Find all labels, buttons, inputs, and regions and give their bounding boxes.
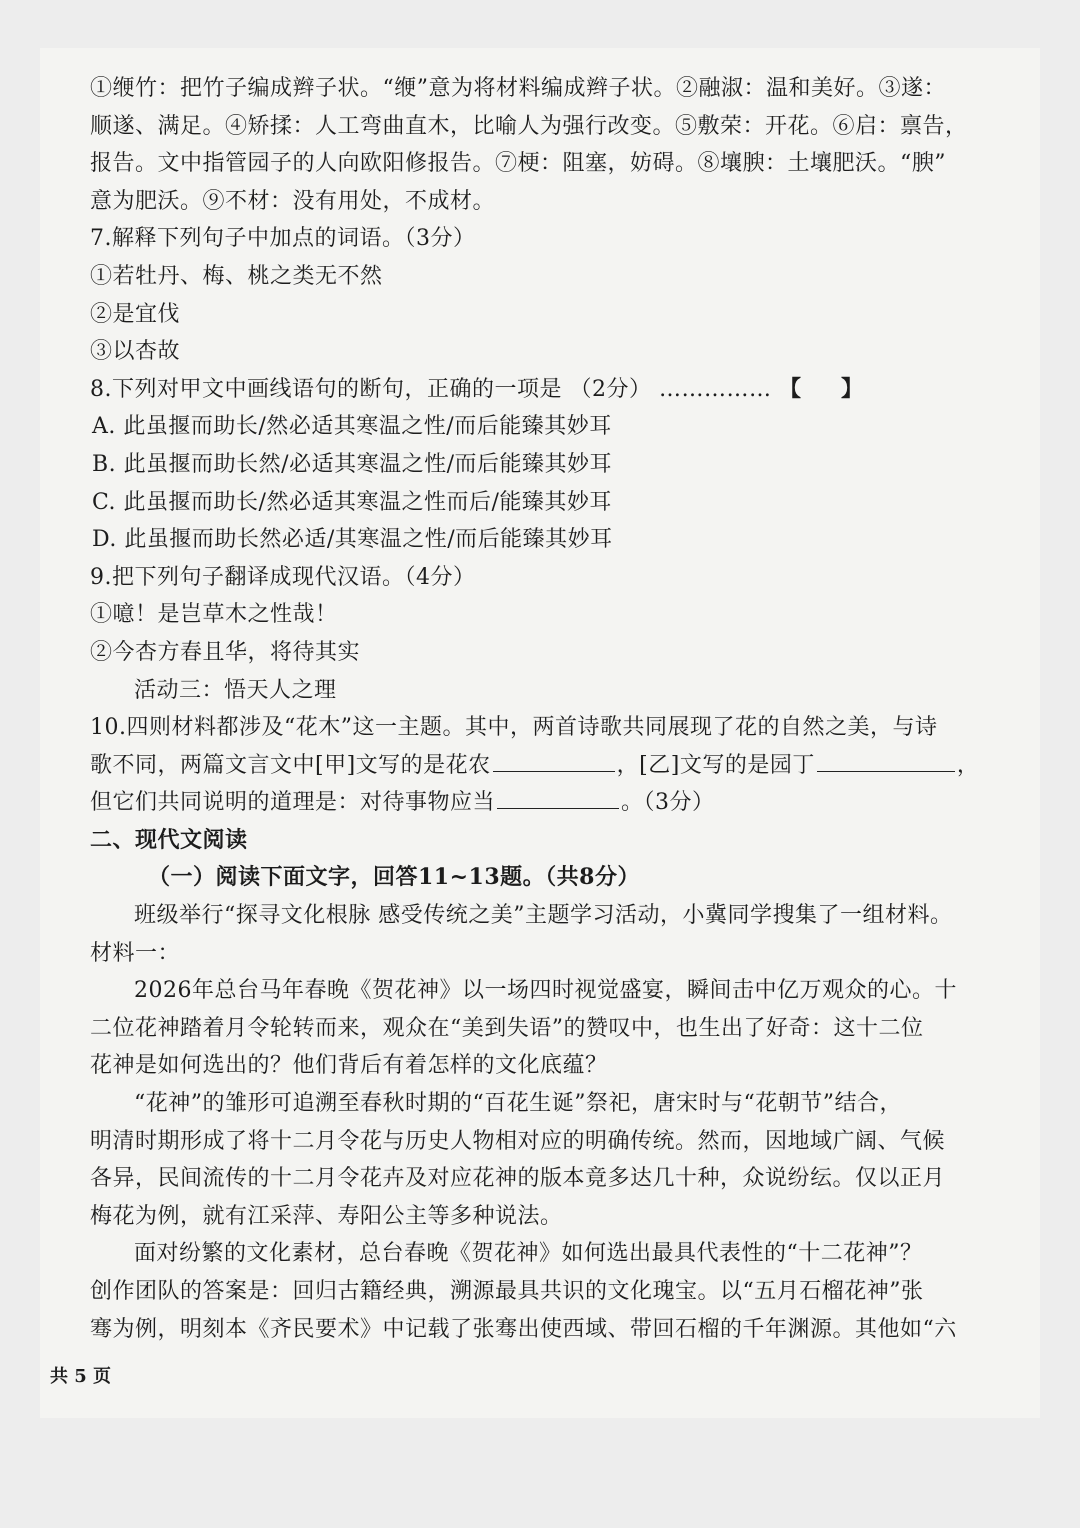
subsection-heading: （一）阅读下面文字，回答11~13题。（共8分） (148, 864, 640, 891)
passage-line: 二位花神踏着月令轮转而来，观众在“美到失语”的赞叹中，也生出了好奇：这十二位 (90, 1015, 924, 1041)
question-10-text: 但它们共同说明的道理是：对待事物应当 (90, 790, 496, 816)
question-10-text: 歌不同，两篇文言文中[甲]文写的是花农 (90, 752, 491, 778)
answer-bracket-close: 】 (841, 375, 864, 402)
question-10-line3 (90, 784, 990, 822)
passage-line: 班级举行“探寻文化根脉 感受传统之美”主题学习活动，小冀同学搜集了一组材料。 (134, 903, 953, 929)
question-7-item: ③以杏故 (90, 339, 181, 365)
dot-leader: …………… (658, 376, 772, 402)
question-8-option-d: D. 此虽揠而助长然必适/其寒温之性/而后能臻其妙耳 (92, 527, 613, 553)
question-9-item: ②今杏方春且华，将待其实 (90, 639, 361, 665)
passage-line: 材料一： (90, 940, 181, 966)
question-9-stem: 9.把下列句子翻译成现代汉语。（4分） (90, 564, 476, 590)
passage-line: 各异，民间流传的十二月令花卉及对应花神的版本竟多达几十种，众说纷纭。仅以正月 (90, 1166, 946, 1192)
activity-3-heading: 活动三：悟天人之理 (134, 677, 337, 703)
notes-line: ①缏竹：把竹子编成辫子状。“缏”意为将材料编成辫子状。②融淑：温和美好。③遂： (90, 76, 946, 101)
answer-blank-1[interactable] (493, 751, 615, 772)
notes-line: 意为肥沃。⑨不材：没有用处，不成材。 (90, 188, 496, 214)
question-8-option-c: C. 此虽揠而助长/然必适其寒温之性而后/能臻其妙耳 (92, 489, 612, 515)
passage-line: 2026年总台马年春晚《贺花神》以一场四时视觉盛宴，瞬间击中亿万观众的心。十 (134, 978, 957, 1004)
question-7-item: ①若牡丹、梅、桃之类无不然 (90, 263, 383, 289)
passage-line: 花神是如何选出的？他们背后有着怎样的文化底蕴？ (90, 1053, 608, 1079)
question-10-line1: 10.四则材料都涉及“花木”这一主题。其中，两首诗歌共同展现了花的自然之美，与诗 (90, 715, 938, 741)
question-9-item: ①噫！是岂草木之性哉！ (90, 602, 338, 628)
question-7-item: ②是宜伐 (90, 301, 181, 327)
question-8-text: 8.下列对甲文中画线语句的断句，正确的一项是 （2分） (90, 376, 652, 402)
question-8-option-a: A. 此虽揠而助长/然必适其寒温之性/而后能臻其妙耳 (92, 414, 612, 440)
question-10-line2 (90, 747, 990, 785)
question-8-stem (90, 371, 990, 409)
document-body (90, 70, 990, 1348)
passage-line: 梅花为例，就有江采萍、寿阳公主等多种说法。 (90, 1203, 563, 1229)
question-10-text: 。（3分） (621, 790, 715, 816)
question-7-stem: 7.解释下列句子中加点的词语。（3分） (90, 226, 476, 252)
answer-blank-3[interactable] (497, 788, 619, 809)
answer-blank-2[interactable] (817, 751, 955, 772)
question-10-text: ， (956, 752, 980, 778)
answer-bracket-open: 【 (778, 375, 801, 402)
question-8-option-b: B. 此虽揠而助长然/必适其寒温之性/而后能臻其妙耳 (92, 451, 612, 477)
passage-line: 骞为例，明刻本《齐民要术》中记载了张骞出使西域、带回石榴的千年渊源。其他如“六 (90, 1316, 957, 1342)
passage-line: “花神”的雏形可追溯至春秋时期的“百花生诞”祭祀，唐宋时与“花朝节”结合， (134, 1091, 902, 1117)
notes-line: 报告。文中指管园子的人向欧阳修报告。⑦梗：阻塞，妨碍。⑧壤腴：土壤肥沃。“腴” (90, 151, 946, 177)
page-count-footer: 共 5 页 (50, 1366, 112, 1387)
passage-line: 创作团队的答案是：回归古籍经典，溯源最具共识的文化瑰宝。以“五月石榴花神”张 (90, 1279, 924, 1304)
section-heading: 二、现代文阅读 (90, 826, 248, 853)
passage-line: 明清时期形成了将十二月令花与历史人物相对应的明确传统。然而，因地域广阔、气候 (90, 1128, 946, 1154)
question-10-text: ，[乙]文写的是园丁 (616, 752, 815, 778)
notes-line: 顺遂、满足。④矫揉：人工弯曲直木，比喻人为强行改变。⑤敷荣：开花。⑥启：禀告， (90, 113, 968, 139)
passage-line: 面对纷繁的文化素材，总台春晚《贺花神》如何选出最具代表性的“十二花神”？ (134, 1241, 923, 1267)
